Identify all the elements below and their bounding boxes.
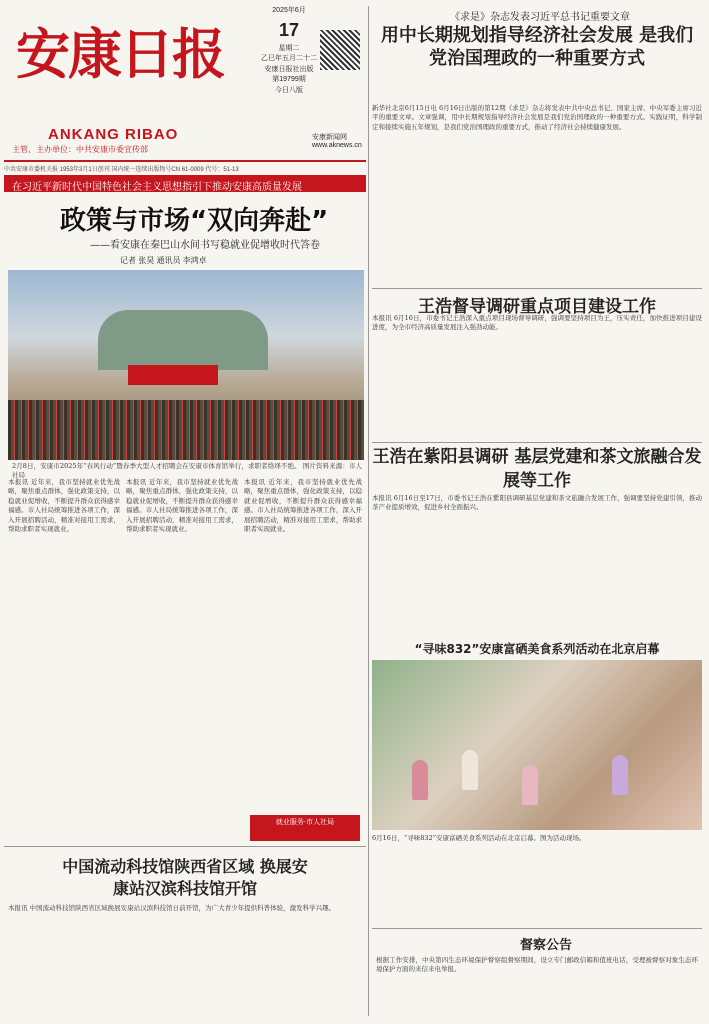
weekday: 星期二	[278, 44, 300, 52]
story4-headline[interactable]: “寻味832”安康富硒美食系列活动在北京启幕	[414, 642, 660, 656]
right-kicker: 《求是》杂志发表习近平总书记重要文章	[450, 12, 630, 23]
lead-subhead: ——看安康在秦巴山水间书写稳就业促增收时代答卷	[90, 240, 320, 251]
person-shape	[412, 760, 428, 800]
divider	[372, 928, 702, 929]
person-shape	[462, 750, 478, 790]
publisher: 安康日报社出版	[264, 65, 314, 73]
lead-photo-caption: 2月8日，安康市2025年“春风行动”暨春季大型人才招聘会在安康市体育馆举行，求职者络绎不绝。 图片资料来源：市人社局	[12, 462, 362, 480]
masthead-english-title: ANKANG RIBAO	[48, 126, 179, 143]
lead-headline[interactable]: 政策与市场“双向奔赴”	[60, 206, 329, 236]
issue-number: 第19799期	[272, 76, 306, 83]
lead-photo	[8, 270, 364, 460]
site-info	[312, 132, 362, 149]
lead-body-col2: 本报讯 近年来，我市坚持就业优先战略，聚焦重点群体，强化政策支持，以稳就业促增收，不断提升群众获得感幸福感。市人社局统筹推进各项工作，深入开展招聘活动，精准对接用工需求，帮助求职者实现就业。	[126, 478, 238, 534]
person-shape	[522, 765, 538, 805]
lunar-date: 乙巳年五月二十二	[261, 55, 317, 62]
divider	[372, 288, 702, 289]
science-museum-body: 本报讯 中国流动科技馆陕西省区域换展安康站汉滨科技馆日前开馆，为广大青少年提供科普体验，激发科学兴趣。	[8, 904, 336, 912]
column-divider	[368, 6, 369, 1016]
section-ribbon: 就业服务·市人社局	[250, 815, 360, 841]
page-count: 今日八版	[275, 86, 303, 94]
story3-headline[interactable]: 王浩在紫阳县调研 基层党建和茶文旅融合发展等工作	[372, 447, 702, 491]
date-day: 17	[278, 19, 300, 40]
notice-title: 督察公告	[520, 938, 573, 953]
story2-body: 本报讯 6月16日，市委书记王浩深入重点项目现场督导调研，强调要坚持项目为王，压实责任，加快推进项目建设进度，为全市经济高质量发展注入强劲动能。	[372, 314, 702, 332]
divider	[372, 442, 702, 443]
story3-body: 本报讯 6月16日至17日，市委书记王浩在紫阳县调研基层党建和茶文旅融合发展工作，强调要坚持党建引领，推动茶产业提质增效，促进乡村全面振兴。	[372, 494, 702, 512]
person-shape	[612, 755, 628, 795]
date-line: 2025年6月	[272, 7, 306, 14]
story4-caption: 6月16日，“寻味832”安康富硒美食系列活动在北京启幕。图为活动现场。	[372, 834, 586, 842]
masthead-logo: 安康日报	[16, 22, 224, 86]
lead-byline: 记者 张昊 通讯员 李鸿卓	[120, 256, 207, 265]
lead-body-col3: 本报讯 近年来，我市坚持就业优先战略，聚焦重点群体，强化政策支持，以稳就业促增收，不断提升群众获得感幸福感。市人社局统筹推进各项工作，深入开展招聘活动，精准对接用工需求，帮助求职者实现就业。	[244, 478, 362, 534]
theme-banner: 在习近平新时代中国特色社会主义思想指引下推动安康高质量发展	[4, 176, 366, 192]
notice-body: 根据工作安排，中央第四生态环境保护督察组督察期间，设立专门邮政信箱和值班电话，受理被督察对象生态环境保护方面的来信来电举报。	[376, 956, 698, 974]
gymnasium-shape	[98, 310, 268, 370]
info-bar: 中共安康市委机关报 1953年3月1日创刊 国内统一连续出版物号CN 61-0009 代号：51-13	[4, 160, 366, 176]
right-headline[interactable]: 用中长期规划指导经济社会发展 是我们党治国理政的一种重要方式	[380, 25, 694, 70]
masthead-sponsor: 主管、主办单位：中共安康市委宣传部	[12, 145, 148, 154]
story2-headline[interactable]: 王浩督导调研重点项目建设工作	[418, 297, 656, 317]
site-label: 安康新闻网	[312, 134, 347, 141]
right-body: 新华社北京6月15日电 6月16日出版的第12期《求是》杂志将发表中共中央总书记、国家主席、中央军委主席习近平的重要文章。文章强调，用中长期规划指导经济社会发展是我们党治国理政的一种重要方式。实践证明，科学制定和接续实施五年规划，是我们党治国理政的重要方式，推动了经济社会持续健康发展。	[372, 104, 702, 131]
science-museum-headline[interactable]: 中国流动科技馆陕西省区域 换展安康站汉滨科技馆开馆	[62, 857, 308, 898]
divider	[4, 846, 366, 847]
qr-code-icon	[320, 30, 360, 70]
event-sign	[128, 365, 218, 385]
lead-body-col1: 本报讯 近年来，我市坚持就业优先战略，聚焦重点群体，强化政策支持，以稳就业促增收，不断提升群众获得感幸福感。市人社局统筹推进各项工作，深入开展招聘活动，精准对接用工需求，帮助求职者实现就业。	[8, 478, 120, 534]
site-url[interactable]: www.aknews.cn	[312, 142, 362, 149]
crowd-shape	[8, 400, 364, 460]
date-box	[260, 6, 318, 96]
story4-photo	[372, 660, 702, 830]
